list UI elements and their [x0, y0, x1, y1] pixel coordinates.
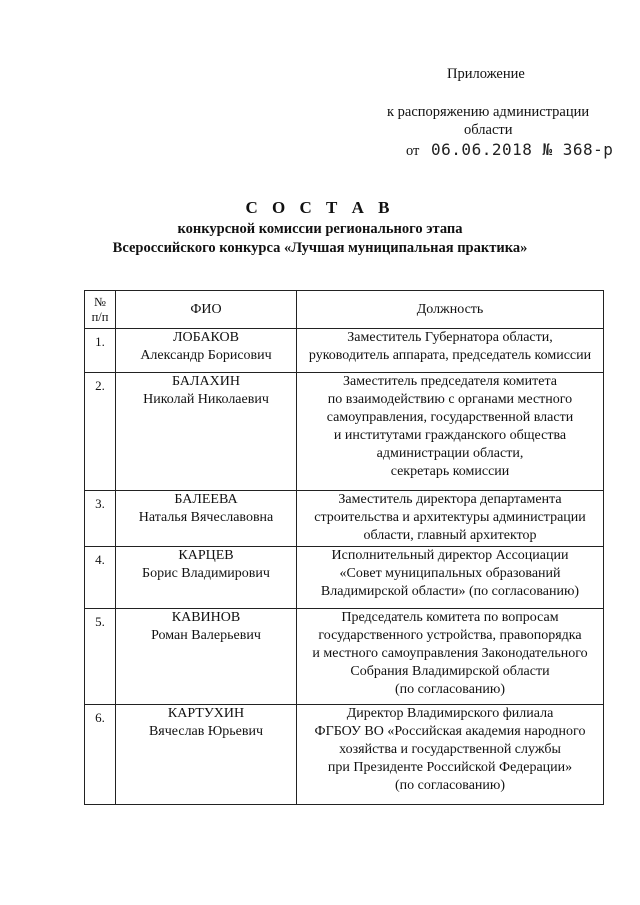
position-line: Собрания Владимирской области: [350, 664, 550, 679]
position-cell: [297, 609, 604, 705]
member-surname: КАРТУХИН: [167, 706, 245, 721]
row-number: 6.: [95, 710, 105, 725]
member-given-name: Николай Николаевич: [143, 392, 269, 407]
name-cell: [116, 373, 297, 491]
date-prefix: от: [406, 143, 420, 159]
table-row: [85, 547, 604, 609]
member-surname: ЛОБАКОВ: [172, 330, 239, 345]
position-line: строительства и архитектуры администрации: [314, 510, 586, 525]
member-surname: БАЛЕЕВА: [174, 492, 238, 507]
position-line: Исполнительный директор Ассоциации: [331, 548, 569, 563]
row-number: 1.: [95, 334, 105, 349]
row-number-cell: [85, 329, 116, 373]
row-number-cell: [85, 491, 116, 547]
position-line: и местного самоуправления Законодательного: [312, 646, 588, 661]
document-title: С О С Т А В: [245, 198, 395, 217]
position-line: хозяйства и государственной службы: [339, 742, 561, 757]
member-given-name: Борис Владимирович: [142, 566, 270, 581]
position-line: Председатель комитета по вопросам: [341, 610, 559, 625]
position-line: государственного устройства, правопорядка: [318, 628, 582, 643]
member-given-name: Вячеслав Юрьевич: [148, 724, 264, 739]
member-surname: КАРЦЕВ: [178, 548, 234, 563]
position-line: области, главный архитектор: [363, 528, 537, 543]
position-line: Владимирской области» (по согласованию): [320, 584, 580, 599]
table-row: [85, 609, 604, 705]
date-stamp: 06.06.2018 № 368-р: [431, 140, 614, 159]
commission-table: [84, 290, 604, 805]
position-line: Заместитель директора департамента: [338, 492, 562, 507]
table-row: [85, 705, 604, 805]
row-number-cell: [85, 609, 116, 705]
row-number: 2.: [95, 378, 105, 393]
row-number: 4.: [95, 552, 105, 567]
position-line: (по согласованию): [394, 778, 506, 793]
header-position: Должность: [297, 291, 604, 329]
position-cell: [297, 547, 604, 609]
position-line: Заместитель Губернатора области,: [347, 330, 553, 345]
appendix-date-line: [406, 140, 613, 160]
appendix-line-1: к распоряжению администрации: [387, 104, 590, 120]
header-number-line-2: п/п: [91, 309, 109, 324]
name-cell: [116, 491, 297, 547]
position-cell: [297, 491, 604, 547]
member-surname: БАЛАХИН: [172, 374, 240, 389]
name-cell: [116, 609, 297, 705]
header-number-line-1: №: [94, 294, 106, 309]
name-cell: [116, 547, 297, 609]
position-line: «Совет муниципальных образований: [339, 566, 561, 581]
document-subtitle-1: конкурсной комиссии регионального этапа: [177, 221, 463, 237]
position-line: по взаимодействию с органами местного: [327, 392, 573, 407]
name-cell: [116, 329, 297, 373]
row-number: 5.: [95, 614, 105, 629]
document-subtitle-2: Всероссийского конкурса «Лучшая муниципальная практика»: [112, 240, 528, 256]
row-number-cell: [85, 705, 116, 805]
position-cell: [297, 329, 604, 373]
position-line: (по согласованию): [394, 682, 506, 697]
position-line: руководитель аппарата, председатель комиссии: [308, 348, 592, 363]
appendix-line-2: области: [464, 122, 513, 138]
position-line: самоуправления, государственной власти: [326, 410, 574, 425]
member-given-name: Роман Валерьевич: [151, 628, 261, 643]
position-cell: [297, 705, 604, 805]
row-number-cell: [85, 547, 116, 609]
position-line: и институтами гражданского общества: [333, 428, 567, 443]
member-given-name: Александр Борисович: [140, 348, 272, 363]
position-line: Заместитель председателя комитета: [343, 374, 557, 389]
table-row: [85, 491, 604, 547]
member-surname: КАВИНОВ: [171, 610, 241, 625]
table-row: [85, 373, 604, 491]
table-header-row: [85, 291, 604, 329]
position-line: Директор Владимирского филиала: [346, 706, 554, 721]
row-number: 3.: [95, 496, 105, 511]
position-line: секретарь комиссии: [390, 464, 510, 479]
position-cell: [297, 373, 604, 491]
row-number-cell: [85, 373, 116, 491]
name-cell: [116, 705, 297, 805]
header-number: [85, 291, 116, 329]
position-line: при Президенте Российской Федерации»: [327, 760, 573, 775]
member-given-name: Наталья Вячеславовна: [138, 510, 274, 525]
appendix-title: Приложение: [447, 66, 525, 82]
position-line: администрации области,: [376, 446, 524, 461]
table-row: [85, 329, 604, 373]
position-line: ФГБОУ ВО «Российская академия народного: [314, 724, 586, 739]
header-name: ФИО: [116, 291, 297, 329]
